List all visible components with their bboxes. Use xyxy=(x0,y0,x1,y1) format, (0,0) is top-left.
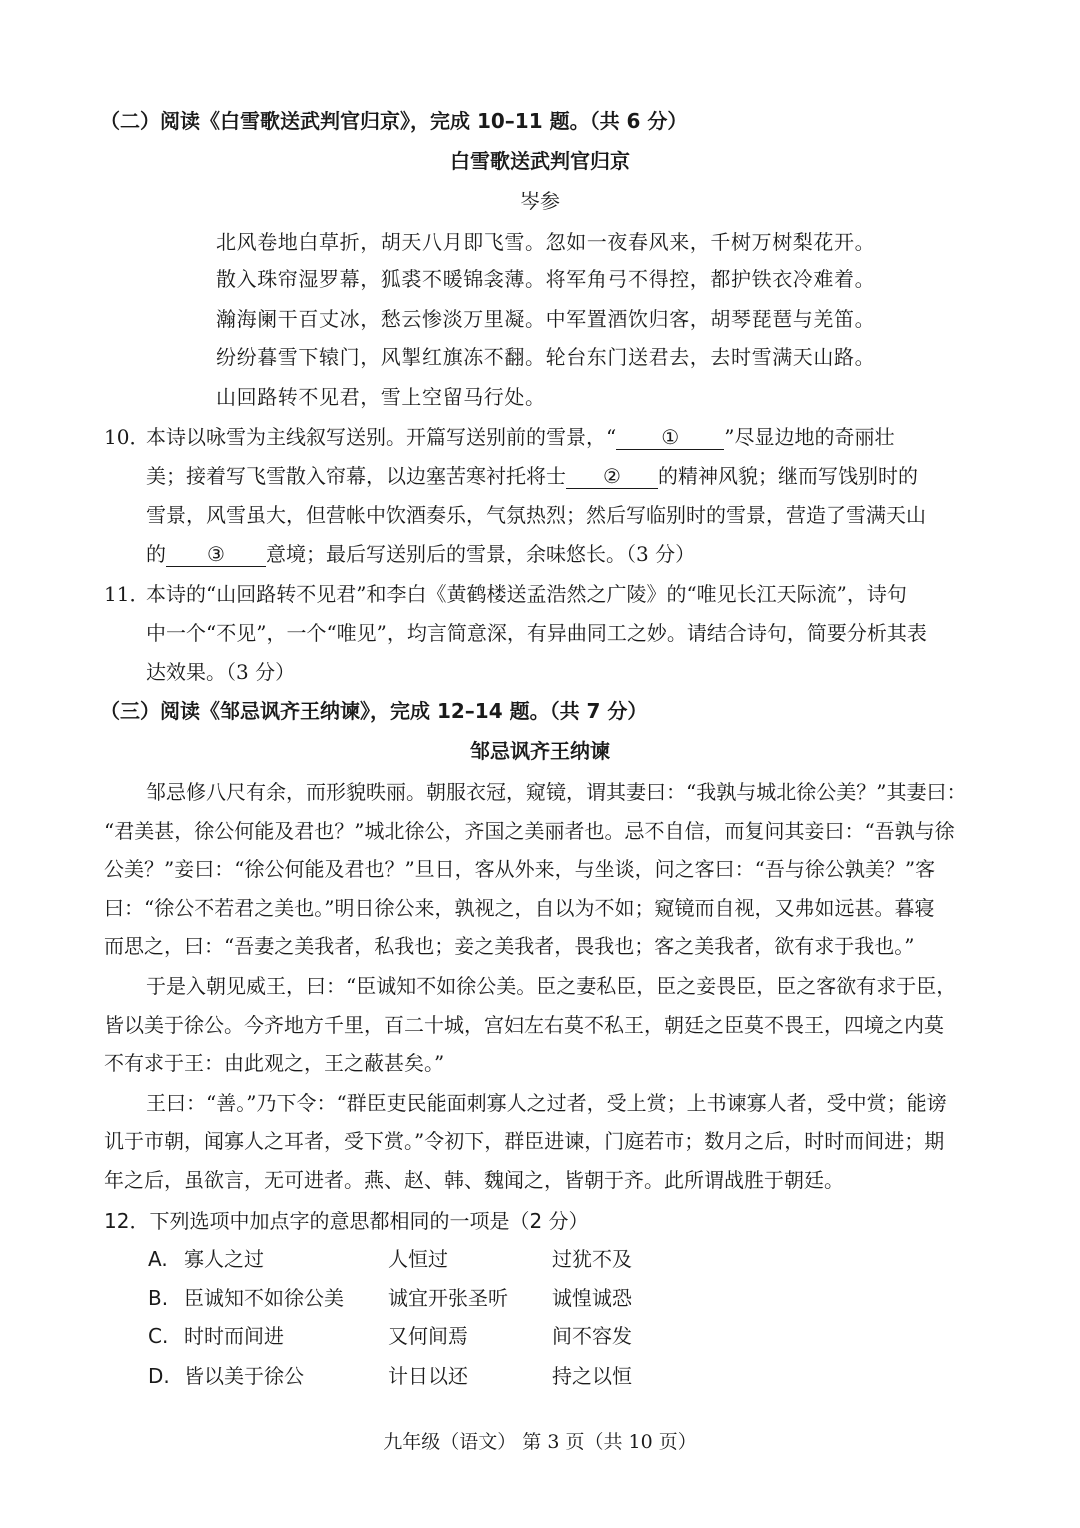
blank-1: ① xyxy=(616,425,724,450)
section-3-heading: （三）阅读《邹忌讽齐王纳谏》，完成 12–14 题。（共 7 分） xyxy=(100,699,648,723)
option-b-text-1: 臣诚知不如徐公美 xyxy=(184,1286,344,1310)
poem-title: 白雪歌送武判官归京 xyxy=(450,149,630,173)
option-c-text-2: 又何间焉 xyxy=(388,1324,468,1348)
option-d-text-2: 计日以还 xyxy=(388,1364,468,1388)
section-2-heading: （二）阅读《白雪歌送武判官归京》，完成 10–11 题。（共 6 分） xyxy=(100,109,688,133)
option-b-text-3: 诚惶诚恐 xyxy=(552,1286,632,1310)
poem-line: 山回路转不见君，雪上空留马行处。 xyxy=(216,385,546,409)
question-11-line: 达效果。（3 分） xyxy=(146,660,296,684)
option-label-c: C. xyxy=(148,1324,169,1348)
option-b-text-2: 诚宜开张圣听 xyxy=(388,1286,508,1310)
option-d-text-3: 持之以恒 xyxy=(552,1364,632,1388)
poem-line: 北风卷地白草折，胡天八月即飞雪。忽如一夜春风来，千树万树梨花开。 xyxy=(216,230,876,254)
poem-line: 散入珠帘湿罗幕，狐裘不暖锦衾薄。将军角弓不得控，都护铁衣冷难着。 xyxy=(216,267,876,291)
poem-author: 岑参 xyxy=(520,189,560,213)
passage-line: 曰：“徐公不若君之美也。”明日徐公来，孰视之，自以为不如；窥镜而自视，又弗如远甚。暮寝 xyxy=(104,896,935,920)
question-10-line-4: 的 ③ 意境；最后写送别后的雪景，余味悠长。（3 分） xyxy=(146,542,696,566)
blank-2: ② xyxy=(566,464,658,489)
option-a-text-3: 过犹不及 xyxy=(552,1247,632,1271)
passage-line: 不有求于王：由此观之，王之蔽甚矣。” xyxy=(104,1051,445,1075)
option-label-b: B. xyxy=(148,1286,169,1310)
question-11-line: 本诗的“山回路转不见君”和李白《黄鹤楼送孟浩然之广陵》的“唯见长江天际流”，诗句 xyxy=(146,582,907,606)
passage-title: 邹忌讽齐王纳谏 xyxy=(470,739,610,763)
option-label-a: A. xyxy=(148,1247,168,1271)
poem-line: 纷纷暮雪下辕门，风掣红旗冻不翻。轮台东门送君去，去时雪满天山路。 xyxy=(216,345,876,369)
option-a-text-1: 寡人之过 xyxy=(184,1247,264,1271)
question-12-stem: 12．下列选项中加点字的意思都相同的一项是（2 分） xyxy=(104,1209,589,1233)
option-d-text-1: 皆以美于徐公 xyxy=(184,1364,304,1388)
option-a-text-2: 人恒过 xyxy=(388,1247,448,1271)
passage-line: 邹忌修八尺有余，而形貌昳丽。朝服衣冠，窥镜，谓其妻曰：“我孰与城北徐公美？”其妻曰： xyxy=(146,780,967,804)
passage-line: 而思之，曰：“吾妻之美我者，私我也；妾之美我者，畏我也；客之美我者，欲有求于我也。” xyxy=(104,934,915,958)
question-10-line-2: 美；接着写飞雪散入帘幕，以边塞苦寒衬托将士 ② 的精神风貌；继而写饯别时的 xyxy=(146,464,918,488)
passage-line: 王曰：“善。”乃下令：“群臣吏民能面刺寡人之过者，受上赏；上书谏寡人者，受中赏；能谤 xyxy=(146,1091,947,1115)
passage-line: 皆以美于徐公。今齐地方千里，百二十城，宫妇左右莫不私王，朝廷之臣莫不畏王，四境之内莫 xyxy=(104,1013,944,1037)
question-11-number: 11． xyxy=(104,582,150,606)
passage-line: 公美？”妾曰：“徐公何能及君也？”旦日，客从外来，与坐谈，问之客曰：“吾与徐公孰美？”客 xyxy=(104,857,936,881)
passage-line: 年之后，虽欲言，无可进者。燕、赵、韩、魏闻之，皆朝于齐。此所谓战胜于朝廷。 xyxy=(104,1168,844,1192)
blank-3: ③ xyxy=(166,542,266,567)
passage-line: “君美甚，徐公何能及君也？”城北徐公，齐国之美丽者也。忌不自信，而复问其妾曰：“吾孰与徐 xyxy=(104,819,955,843)
passage-line: 讥于市朝，闻寡人之耳者，受下赏。”令初下，群臣进谏，门庭若市；数月之后，时时而间进；期 xyxy=(104,1129,945,1153)
poem-line: 瀚海阑干百丈冰，愁云惨淡万里凝。中军置酒饮归客，胡琴琵琶与羌笛。 xyxy=(216,307,876,331)
question-10-line-1: 本诗以咏雪为主线叙写送别。开篇写送别前的雪景，“ ① ”尽显边地的奇丽壮 xyxy=(146,425,895,449)
page-footer: 九年级（语文） 第 3 页（共 10 页） xyxy=(383,1431,697,1453)
option-label-d: D. xyxy=(148,1364,170,1388)
passage-line: 于是入朝见威王，曰：“臣诚知不如徐公美。臣之妻私臣，臣之妾畏臣，臣之客欲有求于臣， xyxy=(146,974,957,998)
question-10-number: 10． xyxy=(104,425,150,449)
option-c-text-1: 时时而间进 xyxy=(184,1324,284,1348)
option-c-text-3: 间不容发 xyxy=(552,1324,632,1348)
question-10-line-3: 雪景，风雪虽大，但营帐中饮酒奏乐，气氛热烈；然后写临别时的雪景，营造了雪满天山 xyxy=(146,503,926,527)
question-11-line: 中一个“不见”，一个“唯见”，均言简意深，有异曲同工之妙。请结合诗句，简要分析其表 xyxy=(146,621,927,645)
